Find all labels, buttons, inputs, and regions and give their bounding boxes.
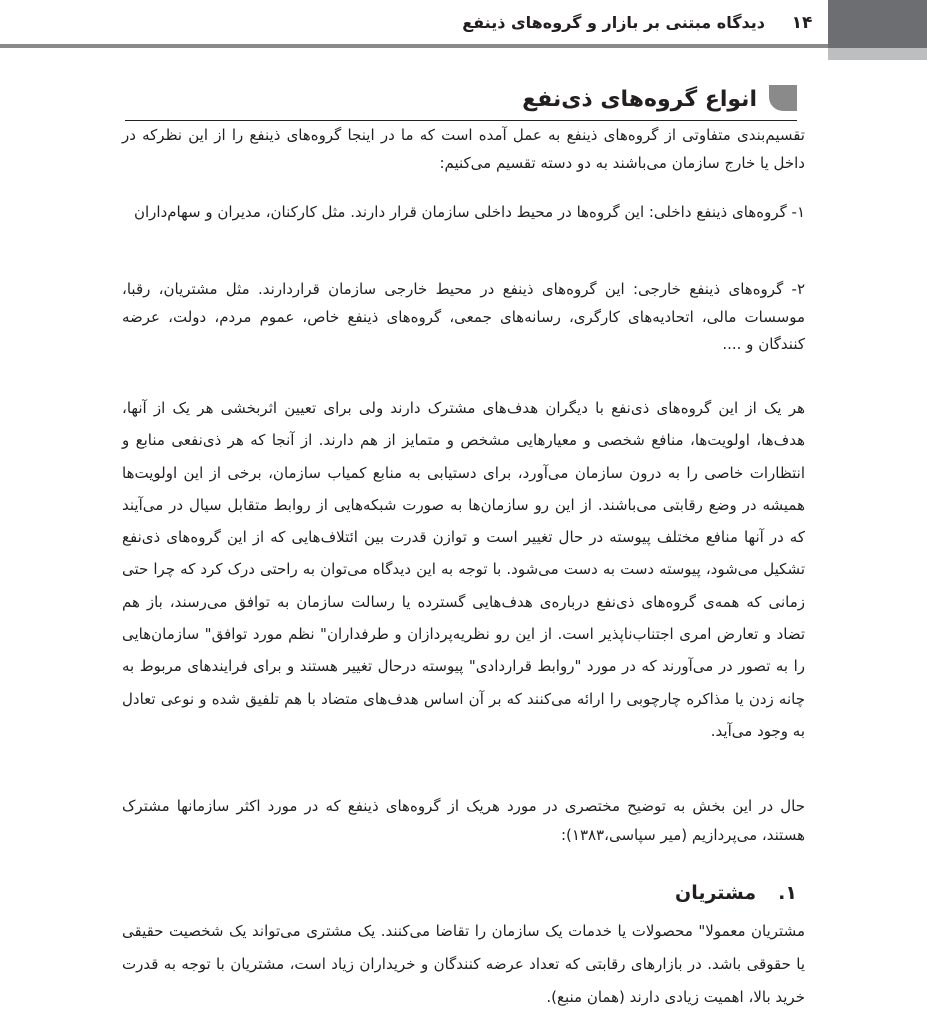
running-title: دیدگاه مبتنی بر بازار و گروه‌های ذینفع xyxy=(462,13,765,32)
section-heading xyxy=(125,82,797,121)
paragraph-section-overview: حال در این بخش به توضیح مختصری در مورد هریک از گروه‌های ذینفع که در مورد اکثر سازمانها مشترک هستند، می‌پردازیم (میر سپاسی،۱۳۸۳): xyxy=(122,797,805,844)
corner-tab xyxy=(828,0,927,48)
paragraph-intro: تقسیم‌بندی متفاوتی از گروه‌های ذینفع به عمل آمده است که ما در اینجا گروه‌های ذینفع را از این نظرکه در داخل یا خارج سازمان می‌باشند به دو دسته تقسیم می‌کنیم: xyxy=(122,126,805,172)
subsection-heading xyxy=(675,877,797,909)
section-heading-text: انواع گروه‌های ذی‌نفع xyxy=(522,87,757,112)
corner-tab-shadow xyxy=(828,48,927,60)
paragraph-stakeholder-goals: هر یک از این گروه‌های ذی‌نفع با دیگران هدف‌های مشترک دارند ولی برای تعیین اثربخشی هر یک از آنها، هدف‌ها، اولویت‌ها، منافع شخصی و معیارهایی مشخص و متمایز از هم دارند. از آنجا که هر ذی‌نفعی منابع و انتظارات خاصی را به درون سازمان می‌آورد، برای دستیابی به منابع کمیاب سازمان، برخی از این اولویت‌ها همیشه در وضع رقابتی می‌باشند. از این رو سازمان‌ها به صورت شبکه‌هایی از روابط متقابل سیال در می‌آیند که در آنها منافع مختلف پیوسته در حال تغییر است و توازن قدرت بین ائتلاف‌هایی که از این گروه‌های ذی‌نفع تشکیل می‌شود، پیوسته دست به دست می‌شود. با توجه به این دیدگاه می‌توان به راحتی درک کرد که چرا حتی زمانی که همه‌ی گروه‌های ذی‌نفع درباره‌ی هدف‌هایی گسترده یا رسالت سازمان به توافق می‌رسند، باز هم تضاد و تعارض امری اجتناب‌ناپذیر است. از این رو نظریه‌پردازان و طرفداران" نظم مورد توافق" سازمان‌هایی را به تصور در می‌آورند که در مورد "روابط قراردادی" پیوسته درحال تغییر هستند و برای فرایندهای مربوط به چانه زدن یا مذاکره چارچوبی را ارائه می‌کنند که بر آن اساس هدف‌های متضاد با هم تلفیق شده و نوعی تعادل به وجود می‌آید. xyxy=(122,399,805,740)
paragraph-external-stakeholders: ۲- گروه‌های ذینفع خارجی: این گروه‌های ذینفع در محیط خارجی سازمان قراردارند. مثل مشتریان، رقبا، موسسات مالی، اتحادیه‌های کارگری، رسانه‌های جمعی، گروه‌های ذینفع خاص، عموم مردم، دولت، عرضه کنندگان و .... xyxy=(122,280,805,353)
page-number: ۱۴ xyxy=(791,13,813,33)
header-rule xyxy=(0,44,828,48)
paragraph-internal-stakeholders: ۱- گروه‌های ذینفع داخلی: این گروه‌ها در محیط داخلی سازمان قرار دارند. مثل کارکنان، مدیران و سهام‌داران xyxy=(134,203,805,221)
subsection-title: مشتریان xyxy=(675,882,757,904)
subsection-number: ۱. xyxy=(778,882,797,904)
heading-marker-icon xyxy=(769,85,797,111)
paragraph-customers: مشتریان معمولا" محصولات یا خدمات یک سازمان را تقاضا می‌کنند. یک مشتری می‌تواند یک شخصیت حقیقی یا حقوقی باشد. در بازارهای رقابتی که تعداد عرضه کنندگان و خریداران زیاد است، مشتریان با توجه به قدرت خرید بالا، اهمیت زیادی دارند (همان منبع). xyxy=(122,922,805,1006)
